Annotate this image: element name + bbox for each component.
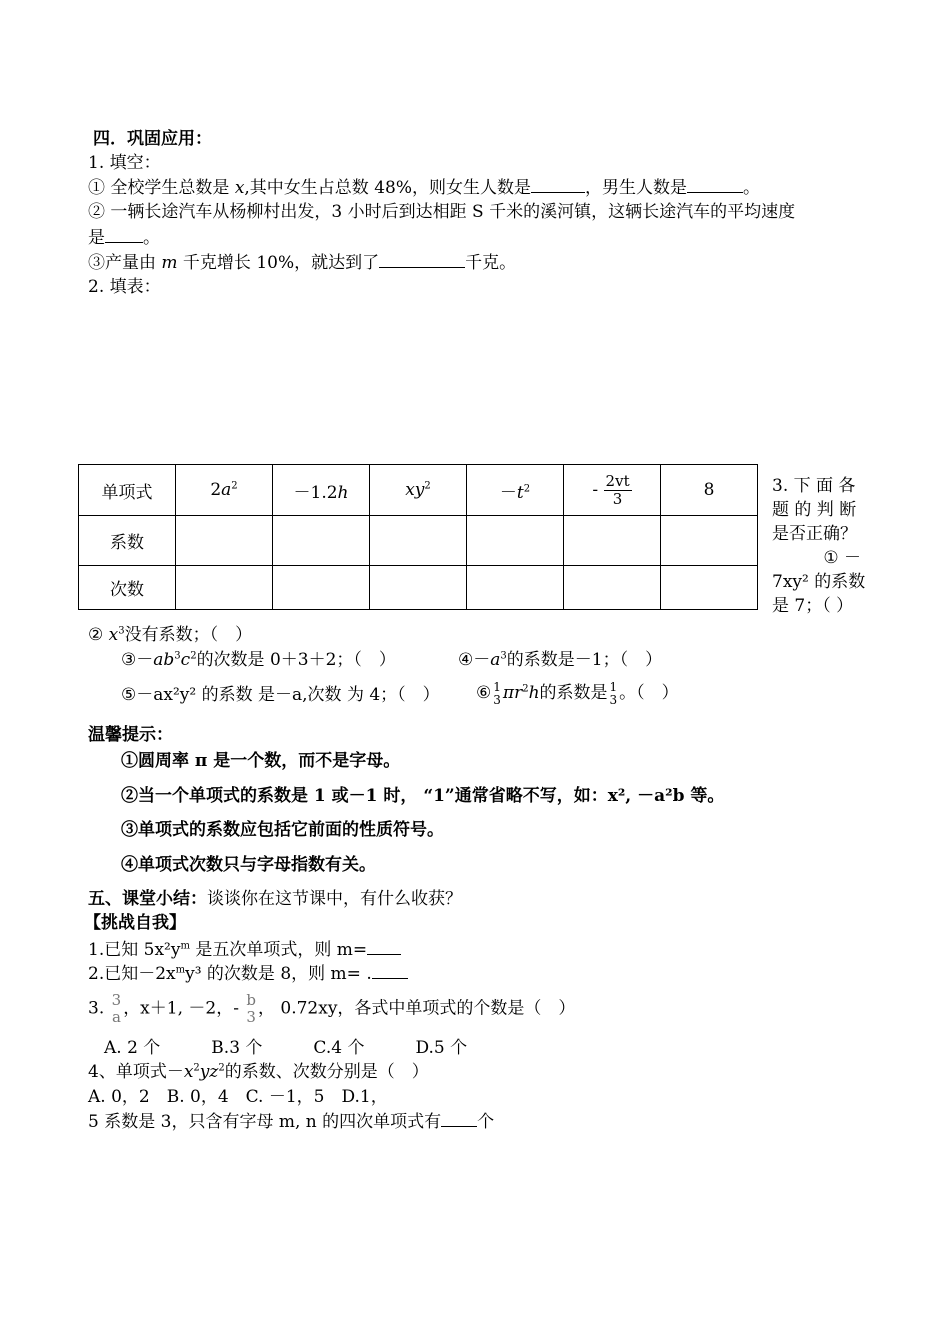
tip-1: ①圆周率 π 是一个数，而不是字母。: [121, 751, 401, 771]
answer-blank[interactable]: [687, 176, 743, 193]
monomial-neg-2vt-3: - $\frac{2vt}{3}$: [564, 465, 661, 516]
challenge-5: 5 系数是 3，只含有字母 m, n 的四次单项式有 个: [88, 1112, 495, 1132]
table-cell[interactable]: [273, 566, 370, 610]
table-cell[interactable]: [467, 566, 564, 610]
monomial-2a2: $2a^2$: [176, 465, 273, 516]
q3-side-text: 3. 下 面 各 题 的 判 断 是否正确？ ① － 7xy² 的系数 是 7；（ ）: [772, 476, 866, 616]
challenge-4-options: A. 0，2 B. 0，4 C. －1，5 D.1，: [88, 1087, 388, 1107]
monomial-table: [78, 464, 758, 610]
challenge-4: 4、单项式$-x^2yz^2$的系数、次数分别是（ ）: [88, 1062, 429, 1082]
section4-heading: 四．巩固应用：: [93, 129, 212, 149]
tips-heading: 温馨提示：: [88, 725, 173, 745]
table-cell[interactable]: [273, 516, 370, 566]
challenge-3-options: A. 2 个 B.3 个 C.4 个 D.5 个: [104, 1038, 468, 1058]
judge-item5: ⑤－ax²y² 的系数 是－a,次数 为 4；（ ）: [121, 685, 440, 705]
monomial-xy2: $xy^2$: [370, 465, 467, 516]
q2-title: 2. 填表：: [88, 277, 161, 297]
q1-item2-line1: ② 一辆长途汽车从杨柳村出发，3 小时后到达相距 S 千米的溪河镇，这辆长途汽车的平均速度: [88, 202, 796, 222]
table-cell[interactable]: [370, 566, 467, 610]
tip-3: ③单项式的系数应包括它前面的性质符号。: [121, 820, 444, 840]
table-cell[interactable]: [564, 516, 661, 566]
judge-item4: $④-a^3$的系数是－1；（ ）: [458, 650, 663, 670]
table-cell[interactable]: [176, 566, 273, 610]
table-cell[interactable]: [467, 516, 564, 566]
judge-item6: ⑥ 1 3 $\pi r^2h$的系数是 1 3 。（ ）: [476, 679, 679, 707]
table-cell[interactable]: [564, 566, 661, 610]
answer-blank[interactable]: [367, 938, 401, 955]
q1-item3: ③产量由 m 千克增长 10%，就达到了 千克。: [88, 253, 517, 273]
table-cell[interactable]: [661, 566, 758, 610]
row-header-degree: 次数: [79, 566, 176, 610]
table-cell[interactable]: [661, 516, 758, 566]
answer-blank[interactable]: [441, 1110, 477, 1127]
tip-4: ④单项式次数只与字母指数有关。: [121, 855, 376, 875]
monomial-neg-1-2h: －1.2h: [273, 465, 370, 516]
monomial-neg-t2: $-t^2$: [467, 465, 564, 516]
judge-item3: $③-ab^3c^2$的次数是 0＋3＋2；（ ）: [121, 650, 396, 670]
q1-item2-line2: 是 。: [88, 228, 160, 248]
section5: 五、课堂小结：谈谈你在这节课中，有什么收获？: [88, 889, 462, 909]
table-cell[interactable]: [176, 516, 273, 566]
tip-2: ②当一个单项式的系数是 1 或－1 时， “1”通常省略不写，如：x², －a²b 等。: [121, 786, 725, 806]
answer-blank[interactable]: [105, 226, 143, 243]
row-header-coefficient: 系数: [79, 516, 176, 566]
judge-item2: ② $x^3$没有系数；（ ）: [88, 625, 253, 645]
q1-item1: ① 全校学生总数是 x,其中女生占总数 48%，则女生人数是 ，男生人数是 。: [88, 178, 760, 198]
row-header-monomial: 单项式: [79, 465, 176, 516]
table-cell[interactable]: [370, 516, 467, 566]
challenge-1: 1.已知 $5x^2y^m$ 是五次单项式，则 m=: [88, 938, 401, 961]
challenge-2: 2.已知$-2x^my^3$ 的次数是 8，则 m= .: [88, 962, 408, 985]
monomial-8: 8: [661, 465, 758, 516]
answer-blank[interactable]: [531, 176, 585, 193]
answer-blank[interactable]: [372, 962, 408, 979]
q1-title: 1. 填空：: [88, 153, 161, 173]
answer-blank[interactable]: [379, 251, 465, 268]
challenge-3: 3. 3 a ，x＋1, －2，- b 3 ， 0.72xy，各式中单项式的个数是（ ）: [88, 991, 576, 1026]
challenge-heading: 【挑战自我】: [84, 913, 186, 933]
